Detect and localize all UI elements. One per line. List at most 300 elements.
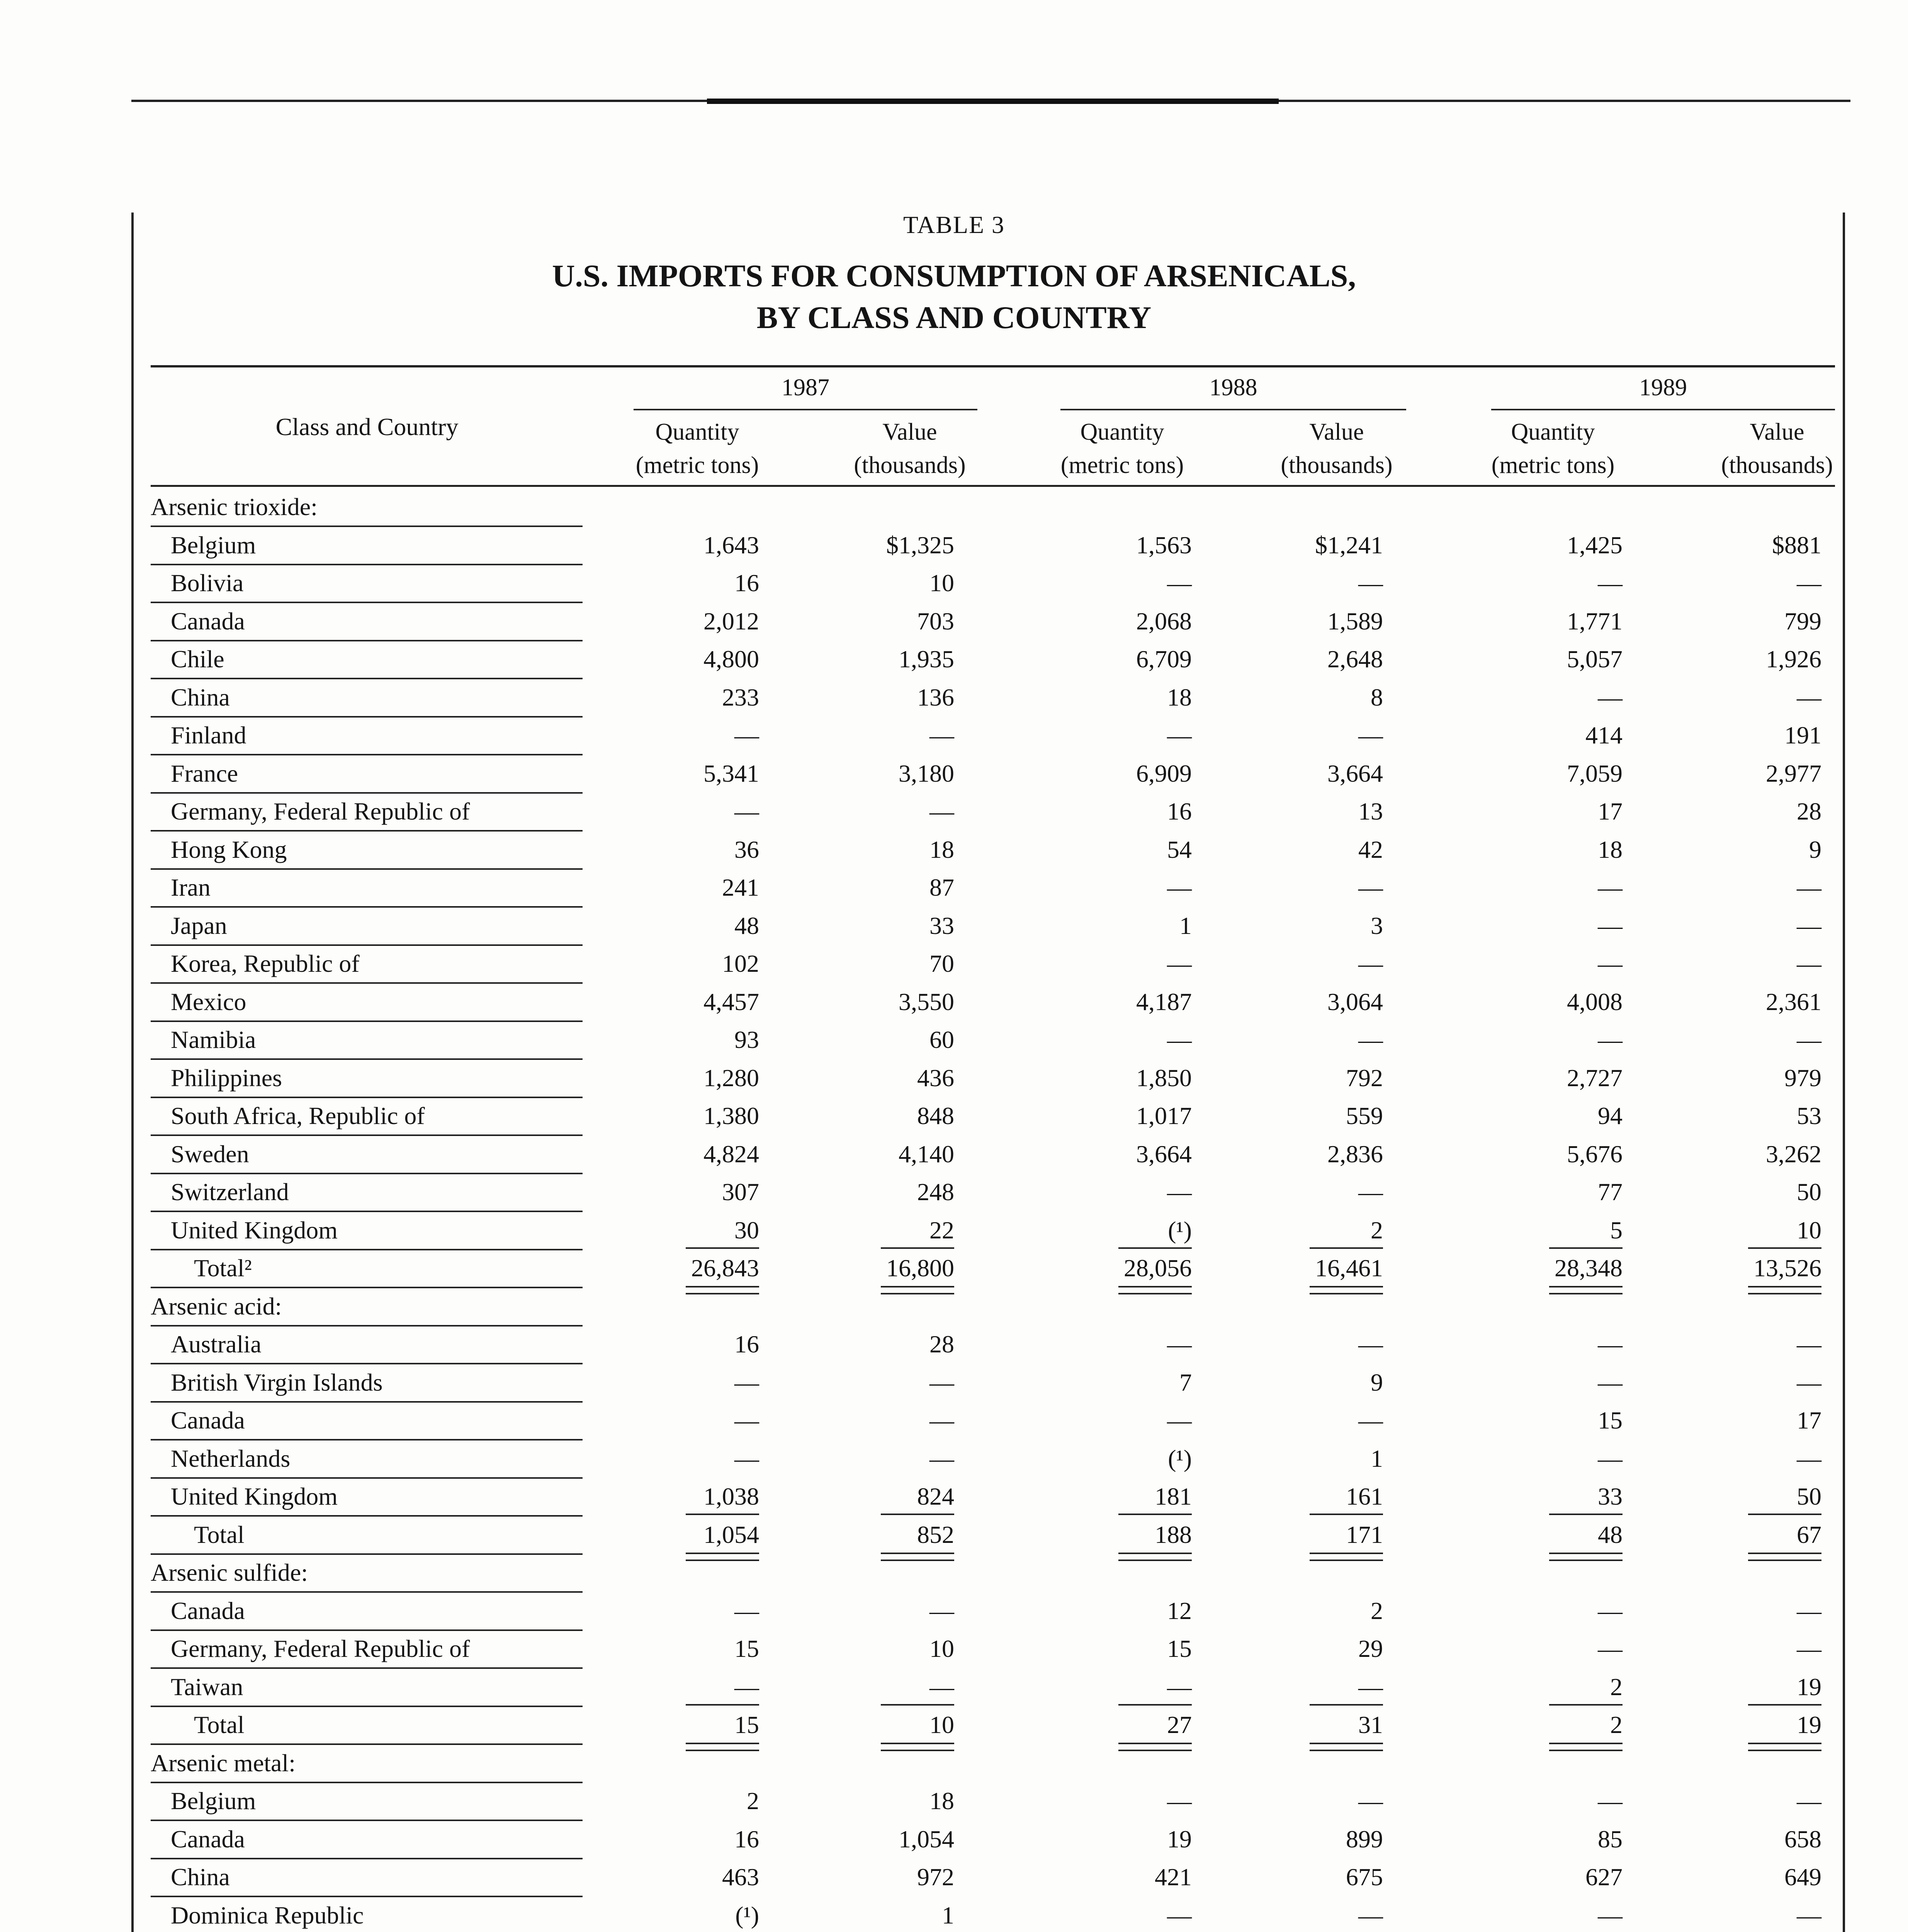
country-label: Switzerland [171, 1178, 289, 1206]
total-value-cell: 15 [734, 1711, 759, 1738]
total-value-cell: 28,348 [1555, 1254, 1623, 1282]
value-cell: — [1167, 1026, 1192, 1053]
row-rule [151, 944, 583, 946]
value-cell: 675 [1346, 1863, 1383, 1891]
value-cell: 18 [1598, 835, 1623, 863]
value-cell: 50 [1797, 1483, 1821, 1510]
value-cell: 1 [942, 1901, 954, 1929]
value-cell: 2,361 [1766, 988, 1821, 1015]
value-cell: — [734, 1673, 759, 1701]
total-double-underline [1310, 1293, 1383, 1294]
value-cell: 19 [1797, 1673, 1821, 1701]
country-label: South Africa, Republic of [171, 1102, 425, 1129]
year-span-rule-2 [1491, 409, 1835, 410]
total-underline [686, 1553, 759, 1554]
value-cell: — [1797, 1787, 1821, 1815]
quantity-header-line-2: (metric tons) [635, 452, 759, 478]
country-label: France [171, 759, 238, 787]
value-cell: 77 [1598, 1178, 1623, 1206]
value-cell: 17 [1797, 1406, 1821, 1434]
total-underline [881, 1743, 954, 1744]
total-underline [1549, 1286, 1623, 1287]
value-cell: 1,280 [703, 1064, 759, 1092]
total-double-underline [1118, 1560, 1192, 1561]
value-cell: 10 [929, 569, 954, 597]
value-cell: — [1797, 1368, 1821, 1396]
subtotal-underline [1118, 1514, 1192, 1515]
total-value-cell: 16,461 [1315, 1254, 1383, 1282]
total-value-cell: 27 [1167, 1711, 1192, 1738]
row-rule [151, 1858, 583, 1859]
value-cell: 4,824 [703, 1140, 759, 1168]
subtotal-underline [1748, 1514, 1821, 1515]
value-cell: — [1598, 1330, 1623, 1358]
row-rule [151, 564, 583, 565]
value-cell: 248 [917, 1178, 954, 1206]
value-cell: 50 [1797, 1178, 1821, 1206]
value-cell: $1,325 [886, 531, 954, 559]
value-cell: 824 [917, 1483, 954, 1510]
value-cell: 93 [734, 1026, 759, 1053]
total-value-cell: 2 [1610, 1711, 1623, 1738]
value-cell: 8 [1371, 683, 1383, 711]
row-header-label: Class and Country [275, 413, 459, 440]
value-cell: 2 [747, 1787, 759, 1815]
subtotal-underline [1310, 1704, 1383, 1706]
value-cell: 233 [722, 683, 759, 711]
value-cell: 16 [734, 1825, 759, 1853]
value-cell: 42 [1358, 835, 1383, 863]
country-label: Dominica Republic [171, 1901, 364, 1929]
value-cell: — [734, 798, 759, 825]
quantity-header-line-2: (metric tons) [1060, 452, 1184, 478]
value-cell: 241 [722, 874, 759, 901]
value-cell: 29 [1358, 1635, 1383, 1662]
total-underline [1748, 1286, 1821, 1287]
value-cell: — [1797, 950, 1821, 977]
country-label: Netherlands [171, 1444, 291, 1472]
row-rule [151, 1820, 583, 1821]
value-cell: 18 [929, 1787, 954, 1815]
value-cell: 5,341 [703, 759, 759, 787]
total-double-underline [881, 1560, 954, 1561]
country-label: Korea, Republic of [171, 950, 360, 977]
row-rule [151, 1667, 583, 1669]
subtotal-underline [881, 1247, 954, 1249]
value-cell: 17 [1598, 798, 1623, 825]
value-cell: — [734, 1444, 759, 1472]
country-label: Iran [171, 874, 211, 901]
value-cell: 2,836 [1327, 1140, 1383, 1168]
value-cell: 16 [734, 569, 759, 597]
row-rule [151, 1058, 583, 1060]
top-rule-accent [707, 99, 1279, 104]
value-cell: — [1598, 1597, 1623, 1624]
value-cell: 6,709 [1136, 645, 1192, 673]
value-cell: 28 [929, 1330, 954, 1358]
row-rule [151, 1896, 583, 1897]
row-rule [151, 830, 583, 832]
value-cell: 436 [917, 1064, 954, 1092]
value-cell: 85 [1598, 1825, 1623, 1853]
value-column-header [1677, 415, 1877, 482]
row-rule [151, 1706, 583, 1707]
section-title: Arsenic acid: [151, 1292, 282, 1320]
value-cell: 4,140 [899, 1140, 954, 1168]
total-value-cell: 13,526 [1753, 1254, 1821, 1282]
quantity-column-header [1453, 415, 1653, 482]
total-double-underline [1549, 1560, 1623, 1561]
total-value-cell: 852 [917, 1520, 954, 1548]
value-cell: 33 [929, 912, 954, 939]
value-cell: — [1598, 1787, 1623, 1815]
value-cell: 53 [1797, 1102, 1821, 1129]
row-rule [151, 1629, 583, 1631]
subtotal-underline [1748, 1704, 1821, 1706]
value-cell: — [1358, 950, 1383, 977]
value-header-line-1: Value [1750, 419, 1804, 445]
total-double-underline [1549, 1293, 1623, 1294]
value-cell: 1,038 [703, 1483, 759, 1510]
value-cell: 1,589 [1327, 607, 1383, 635]
value-cell: (¹) [1168, 1444, 1192, 1472]
value-cell: — [1797, 569, 1821, 597]
total-double-underline [686, 1750, 759, 1751]
subtotal-underline [686, 1704, 759, 1706]
value-cell: 3,664 [1136, 1140, 1192, 1168]
value-cell: — [1358, 721, 1383, 749]
value-cell: 899 [1346, 1825, 1383, 1853]
value-cell: — [929, 1444, 954, 1472]
row-rule [151, 754, 583, 755]
quantity-header-line-2: (metric tons) [1491, 452, 1615, 478]
header-bottom-rule [151, 485, 1835, 487]
row-rule [151, 640, 583, 641]
value-cell: 2 [1610, 1673, 1623, 1701]
value-cell: 3,550 [899, 988, 954, 1015]
value-cell: 559 [1346, 1102, 1383, 1129]
value-cell: 161 [1346, 1483, 1383, 1510]
value-cell: — [1358, 1406, 1383, 1434]
value-cell: — [929, 1368, 954, 1396]
total-double-underline [686, 1560, 759, 1561]
value-cell: — [1167, 1406, 1192, 1434]
value-cell: — [1167, 569, 1192, 597]
total-underline [1549, 1553, 1623, 1554]
country-label: Canada [171, 1597, 245, 1624]
row-rule [151, 868, 583, 870]
value-cell: 3 [1371, 912, 1383, 939]
value-cell: 3,064 [1327, 988, 1383, 1015]
value-cell: 4,008 [1567, 988, 1623, 1015]
value-cell: 18 [929, 835, 954, 863]
value-cell: (¹) [1168, 1216, 1192, 1244]
total-label: Total [194, 1711, 245, 1738]
value-cell: — [1797, 1444, 1821, 1472]
value-cell: — [1167, 721, 1192, 749]
quantity-column-header [1022, 415, 1223, 482]
value-cell: 19 [1167, 1825, 1192, 1853]
total-value-cell: 1,054 [703, 1520, 759, 1548]
quantity-header-line-1: Quantity [655, 419, 739, 445]
subtotal-underline [881, 1514, 954, 1515]
country-label: Sweden [171, 1140, 249, 1168]
year-header-1987: 1987 [782, 374, 829, 401]
row-rule [151, 1173, 583, 1174]
value-cell: — [734, 1368, 759, 1396]
total-double-underline [1118, 1293, 1192, 1294]
country-label: British Virgin Islands [171, 1368, 383, 1396]
value-cell: 703 [917, 607, 954, 635]
value-cell: 9 [1371, 1368, 1383, 1396]
country-label: Germany, Federal Republic of [171, 798, 470, 825]
value-cell: — [1358, 569, 1383, 597]
value-cell: 36 [734, 835, 759, 863]
section-title: Arsenic metal: [151, 1749, 296, 1777]
total-value-cell: 26,843 [691, 1254, 759, 1282]
value-cell: 979 [1784, 1064, 1821, 1092]
value-cell: 1,643 [703, 531, 759, 559]
subtotal-underline [1549, 1704, 1623, 1706]
value-cell: — [929, 1597, 954, 1624]
country-label: United Kingdom [171, 1216, 338, 1244]
value-cell: — [1167, 1901, 1192, 1929]
value-cell: 649 [1784, 1863, 1821, 1891]
country-label: Finland [171, 721, 246, 749]
value-cell: — [1598, 912, 1623, 939]
total-underline [1310, 1743, 1383, 1744]
value-cell: — [1598, 569, 1623, 597]
value-cell: — [929, 1673, 954, 1701]
value-cell: — [734, 721, 759, 749]
value-cell: 2 [1371, 1597, 1383, 1624]
value-cell: — [1167, 950, 1192, 977]
value-cell: — [1167, 874, 1192, 901]
subtotal-underline [1748, 1247, 1821, 1249]
value-cell: 2,012 [703, 607, 759, 635]
value-cell: 1 [1179, 912, 1192, 939]
subtotal-underline [686, 1247, 759, 1249]
value-cell: 5,057 [1567, 645, 1623, 673]
value-cell: 54 [1167, 835, 1192, 863]
value-cell: — [1797, 683, 1821, 711]
value-header-line-1: Value [1309, 419, 1364, 445]
value-cell: 1,425 [1567, 531, 1623, 559]
value-cell: 16 [734, 1330, 759, 1358]
value-column-header [1236, 415, 1437, 482]
value-cell: 421 [1155, 1863, 1192, 1891]
row-rule [151, 982, 583, 984]
value-cell: $881 [1772, 531, 1821, 559]
country-label: United Kingdom [171, 1483, 338, 1510]
value-cell: — [1598, 1368, 1623, 1396]
total-value-cell: 28,056 [1124, 1254, 1192, 1282]
country-label: Bolivia [171, 569, 244, 597]
value-cell: 7,059 [1567, 759, 1623, 787]
table-label: TABLE 3 [903, 211, 1005, 238]
value-cell: 6,909 [1136, 759, 1192, 787]
total-value-cell: 19 [1797, 1711, 1821, 1738]
value-cell: 1,380 [703, 1102, 759, 1129]
value-cell: 1,771 [1567, 607, 1623, 635]
row-rule [151, 1211, 583, 1212]
value-cell: 1,563 [1136, 531, 1192, 559]
value-cell: — [1797, 1330, 1821, 1358]
country-label: Japan [171, 912, 227, 939]
subtotal-underline [881, 1704, 954, 1706]
total-double-underline [1118, 1750, 1192, 1751]
country-label: Canada [171, 1406, 245, 1434]
country-label: Namibia [171, 1026, 256, 1053]
row-rule [151, 1477, 583, 1479]
total-value-cell: 67 [1797, 1520, 1821, 1548]
total-double-underline [1310, 1560, 1383, 1561]
value-cell: 10 [1797, 1216, 1821, 1244]
left-margin-line [131, 213, 134, 1932]
value-cell: 15 [1167, 1635, 1192, 1662]
value-column-header [809, 415, 1010, 482]
value-cell: — [1358, 874, 1383, 901]
row-rule [151, 1553, 583, 1555]
total-underline [1748, 1553, 1821, 1554]
row-rule [151, 906, 583, 908]
value-cell: 9 [1809, 835, 1821, 863]
year-span-rule-0 [634, 409, 977, 410]
row-rule [151, 792, 583, 794]
value-cell: 1,850 [1136, 1064, 1192, 1092]
total-double-underline [881, 1293, 954, 1294]
value-cell: 2 [1371, 1216, 1383, 1244]
row-rule [151, 1515, 583, 1517]
value-cell: — [1358, 1178, 1383, 1206]
value-cell: 28 [1797, 798, 1821, 825]
table-title-line-2: BY CLASS AND COUNTRY [756, 300, 1152, 335]
value-cell: 30 [734, 1216, 759, 1244]
row-rule [151, 1097, 583, 1098]
value-cell: — [1598, 1444, 1623, 1472]
subtotal-underline [1118, 1704, 1192, 1706]
value-cell: 414 [1585, 721, 1623, 749]
total-double-underline [686, 1293, 759, 1294]
value-cell: — [929, 721, 954, 749]
value-cell: — [929, 1406, 954, 1434]
value-cell: 3,180 [899, 759, 954, 787]
value-header-line-2: (thousands) [1721, 452, 1833, 478]
total-label: Total [194, 1520, 245, 1548]
value-cell: 15 [1598, 1406, 1623, 1434]
value-cell: $1,241 [1315, 531, 1383, 559]
value-cell: 1,926 [1766, 645, 1821, 673]
country-label: Germany, Federal Republic of [171, 1635, 470, 1662]
value-cell: — [1598, 1635, 1623, 1662]
row-rule [151, 1249, 583, 1250]
value-cell: — [1598, 950, 1623, 977]
value-cell: 7 [1179, 1368, 1192, 1396]
value-cell: 2,977 [1766, 759, 1821, 787]
value-cell: 799 [1784, 607, 1821, 635]
total-double-underline [881, 1750, 954, 1751]
value-cell: 181 [1155, 1483, 1192, 1510]
value-cell: 4,187 [1136, 988, 1192, 1015]
total-double-underline [1310, 1750, 1383, 1751]
year-header-1988: 1988 [1209, 374, 1257, 401]
value-cell: 16 [1167, 798, 1192, 825]
quantity-column-header [597, 415, 798, 482]
country-label: Philippines [171, 1064, 282, 1092]
value-cell: — [1358, 1787, 1383, 1815]
country-label: Canada [171, 1825, 245, 1853]
value-cell: 4,800 [703, 645, 759, 673]
total-value-cell: 16,800 [886, 1254, 954, 1282]
total-value-cell: 48 [1598, 1520, 1623, 1548]
total-value-cell: 188 [1155, 1520, 1192, 1548]
value-cell: — [734, 1597, 759, 1624]
value-cell: 13 [1358, 798, 1383, 825]
value-cell: — [1598, 1026, 1623, 1053]
value-cell: 5,676 [1567, 1140, 1623, 1168]
value-cell: — [1598, 874, 1623, 901]
value-cell: (¹) [735, 1901, 759, 1929]
total-label: Total² [194, 1254, 252, 1282]
value-cell: 1 [1371, 1444, 1383, 1472]
value-cell: 2,648 [1327, 645, 1383, 673]
value-cell: 10 [929, 1635, 954, 1662]
value-cell: 15 [734, 1635, 759, 1662]
country-label: Canada [171, 607, 245, 635]
value-cell: 12 [1167, 1597, 1192, 1624]
total-underline [1549, 1743, 1623, 1744]
total-value-cell: 31 [1358, 1711, 1383, 1738]
value-cell: 792 [1346, 1064, 1383, 1092]
row-rule [151, 1134, 583, 1136]
total-underline [881, 1286, 954, 1287]
total-double-underline [1549, 1750, 1623, 1751]
country-label: China [171, 1863, 230, 1891]
value-cell: 5 [1610, 1216, 1623, 1244]
value-cell: 33 [1598, 1483, 1623, 1510]
value-cell: 463 [722, 1863, 759, 1891]
row-rule [151, 1401, 583, 1403]
total-underline [881, 1553, 954, 1554]
value-cell: — [1167, 1330, 1192, 1358]
row-rule [151, 678, 583, 679]
country-label: Belgium [171, 1787, 256, 1815]
value-cell: — [1598, 683, 1623, 711]
value-cell: — [1358, 1026, 1383, 1053]
subtotal-underline [1118, 1247, 1192, 1249]
value-cell: — [929, 798, 954, 825]
total-underline [1748, 1743, 1821, 1744]
total-underline [686, 1743, 759, 1744]
value-cell: 1,017 [1136, 1102, 1192, 1129]
row-rule [151, 1325, 583, 1327]
value-cell: — [1167, 1787, 1192, 1815]
year-header-1989: 1989 [1639, 374, 1687, 401]
country-label: Chile [171, 645, 224, 673]
country-label: Belgium [171, 531, 256, 559]
subtotal-underline [1549, 1247, 1623, 1249]
value-cell: — [1797, 1635, 1821, 1662]
year-span-rule-1 [1060, 409, 1406, 410]
value-cell: — [1797, 1597, 1821, 1624]
total-underline [1310, 1286, 1383, 1287]
value-cell: 102 [722, 950, 759, 977]
total-value-cell: 10 [929, 1711, 954, 1738]
subtotal-underline [1310, 1247, 1383, 1249]
row-rule [151, 1782, 583, 1783]
total-double-underline [1748, 1750, 1821, 1751]
country-label: Australia [171, 1330, 262, 1358]
